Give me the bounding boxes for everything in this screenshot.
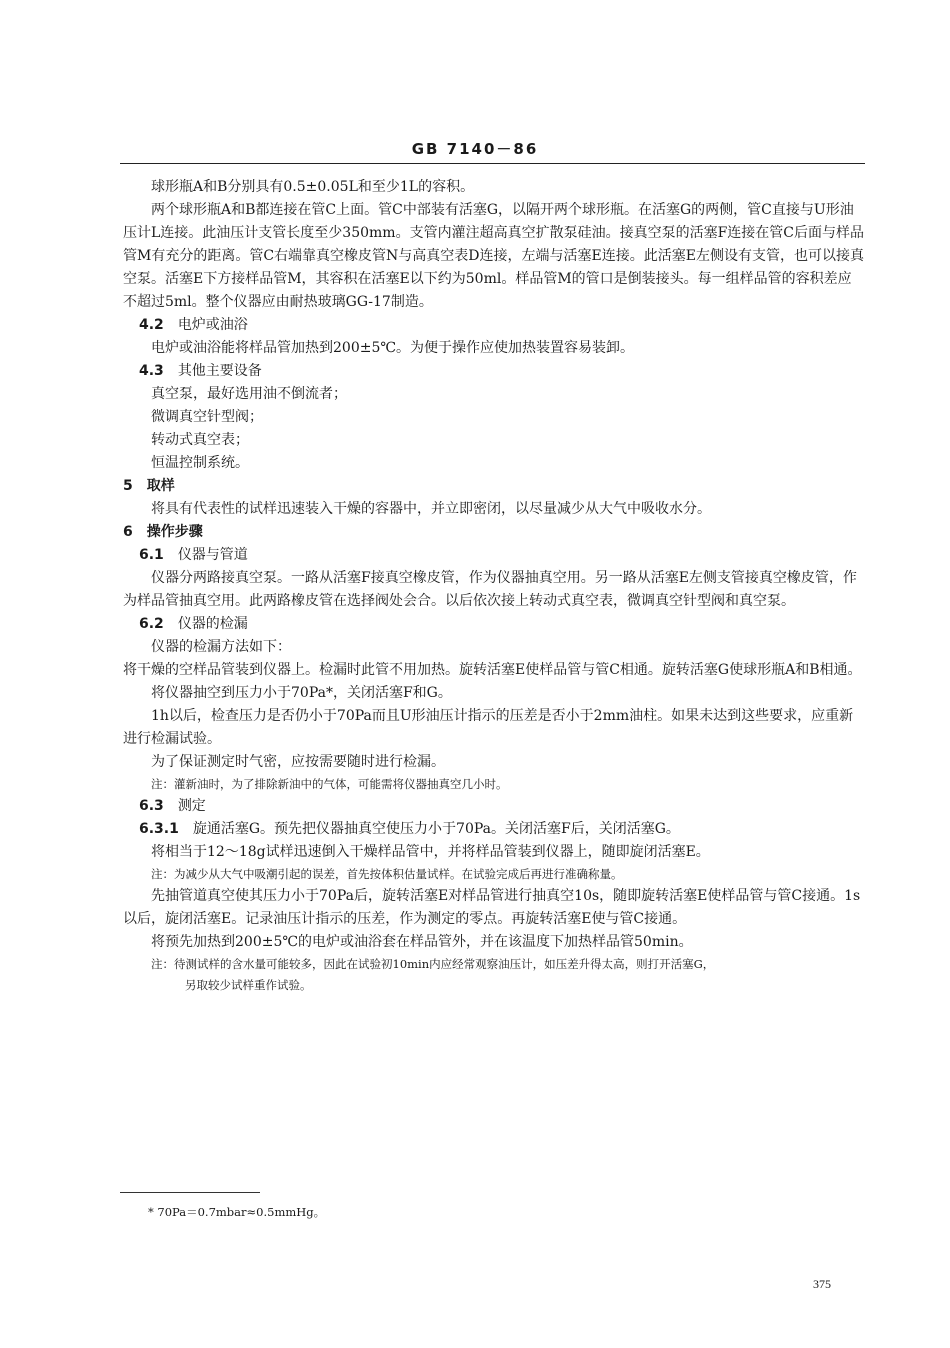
subsection-heading-6-3 xyxy=(123,795,865,818)
list-item: 微调真空针型阀； xyxy=(151,409,263,425)
list-item: 转动式真空表； xyxy=(151,432,249,448)
section-heading-5 xyxy=(123,475,865,498)
paragraph: 将具有代表性的试样迅速装入干燥的容器中，并立即密闭，以尽量减少从大气中吸收水分。 xyxy=(151,501,711,517)
paragraph: 电炉或油浴能将样品管加热到200±5℃。为便于操作应使加热装置容易装卸。 xyxy=(151,340,635,356)
heading-number: 6 xyxy=(123,524,133,540)
heading-number: 4.3 xyxy=(139,363,164,379)
heading-number: 6.3 xyxy=(139,798,164,814)
page-number: 375 xyxy=(813,1277,831,1291)
note-continuation: 另取较少试样重作试验。 xyxy=(185,978,312,992)
note: 注：为减少从大气中吸潮引起的误差，首先按体积估量试样。在试验完成后再进行准确称量。 xyxy=(151,867,623,881)
list-item: 真空泵，最好选用油不倒流者； xyxy=(151,386,347,402)
note: 注：待测试样的含水量可能较多，因此在试验初10min内应经常观察油压计，如压差升得太高，则打开活塞G， xyxy=(151,957,715,971)
heading-number: 6.1 xyxy=(139,547,164,563)
heading-title: 电炉或油浴 xyxy=(177,317,248,333)
subsection-heading-4-3 xyxy=(123,360,865,383)
heading-number: 5 xyxy=(123,478,133,494)
clause-6-3-1 xyxy=(123,818,865,841)
paragraph: 将预先加热到200±5℃的电炉或油浴套在样品管外，并在该温度下加热样品管50min。 xyxy=(151,934,693,950)
paragraph: 将干燥的空样品管装到仪器上。检漏时此管不用加热。旋转活塞E使样品管与管C相通。旋转活塞G使球形瓶A和B相通。 xyxy=(123,662,862,678)
paragraph: 两个球形瓶A和B都连接在管C上面。管C中部装有活塞G，以隔开两个球形瓶。在活塞G的两侧，管C直接与U形油压计L连接。此油压计支管长度至少350mm。支管内灌注超高真空扩散泵硅油。接真空泵的活塞F连接在管C后面与样品管M有充分的距离。管C右端靠真空橡皮管N与高真空表D连接，左端与活塞E连接。此活塞E左侧设有支管，也可以接真空泵。活塞E下方接样品管M，其容积在活塞E以下约为50ml。样品管M的管口是倒装接头。每一组样品管的容积差应不超过5ml。整个仪器应由耐热玻璃GG-17制造。 xyxy=(123,202,864,310)
subsection-heading-6-2 xyxy=(123,613,865,636)
heading-number: 4.2 xyxy=(139,317,164,333)
heading-title: 其他主要设备 xyxy=(177,363,262,379)
heading-number: 6.2 xyxy=(139,616,164,632)
paragraph: 仪器分两路接真空泵。一路从活塞F接真空橡皮管，作为仪器抽真空用。另一路从活塞E左侧支管接真空橡皮管，作为样品管抽真空用。此两路橡皮管在选择阀处会合。以后依次接上转动式真空表，微调真空针型阀和真空泵。 xyxy=(123,570,857,609)
heading-title: 仪器的检漏 xyxy=(177,616,248,632)
footnote-rule xyxy=(120,1192,260,1193)
section-heading-6 xyxy=(123,521,865,544)
list-item: 恒温控制系统。 xyxy=(151,455,249,471)
note: 注：灌新油时，为了排除新油中的气体，可能需将仪器抽真空几小时。 xyxy=(151,777,508,791)
heading-title: 取样 xyxy=(146,478,175,494)
clause-text: 旋通活塞G。预先把仪器抽真空使压力小于70Pa。关闭活塞F后，关闭活塞G。 xyxy=(192,821,680,837)
paragraph: 仪器的检漏方法如下： xyxy=(151,639,291,655)
subsection-heading-4-2 xyxy=(123,314,865,337)
paragraph: 将仪器抽空到压力小于70Pa*，关闭活塞F和G。 xyxy=(151,685,452,701)
paragraph: 球形瓶A和B分别具有0.5±0.05L和至少1L的容积。 xyxy=(151,179,475,195)
heading-title: 仪器与管道 xyxy=(177,547,248,563)
page-body xyxy=(123,176,865,996)
heading-title: 操作步骤 xyxy=(146,524,203,540)
heading-title: 测定 xyxy=(177,798,206,814)
document-header: GB 7140－86 xyxy=(411,140,539,158)
header-rule xyxy=(120,163,865,164)
paragraph: 为了保证测定时气密，应按需要随时进行检漏。 xyxy=(151,754,445,770)
paragraph: 将相当于12～18g试样迅速倒入干燥样品管中，并将样品管装到仪器上，随即旋闭活塞E。 xyxy=(151,844,710,860)
subsection-heading-6-1 xyxy=(123,544,865,567)
footnote: * 70Pa＝0.7mbar≈0.5mmHg。 xyxy=(148,1205,326,1219)
clause-number: 6.3.1 xyxy=(139,821,179,837)
paragraph: 先抽管道真空使其压力小于70Pa后，旋转活塞E对样品管进行抽真空10s，随即旋转活塞E使样品管与管C接通。1s以后，旋闭活塞E。记录油压计指示的压差，作为测定的零点。再旋转活塞E使与管C接通。 xyxy=(123,888,861,927)
paragraph: 1h以后，检查压力是否仍小于70Pa而且U形油压计指示的压差是否小于2mm油柱。如果未达到这些要求，应重新进行检漏试验。 xyxy=(123,708,854,747)
